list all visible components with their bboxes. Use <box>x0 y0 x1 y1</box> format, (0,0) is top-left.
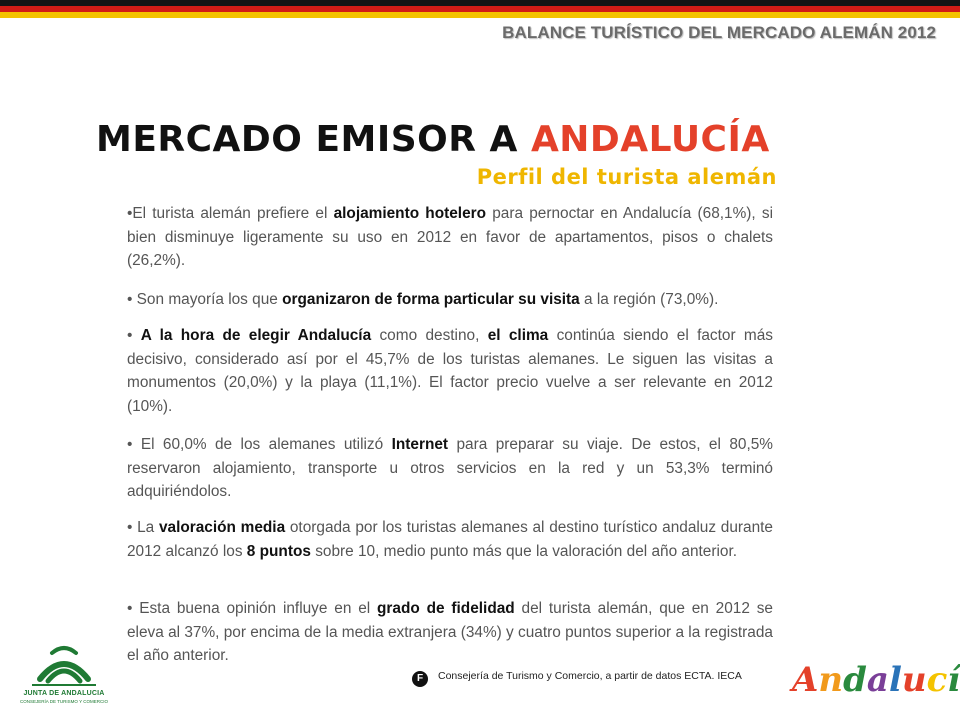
paragraph-text: otorgada por los turistas alemanes al destino turístico andaluz durante 2012 alcanzó los <box>127 519 773 560</box>
paragraph-rating <box>127 516 773 563</box>
paragraph-highlight: valoración media <box>158 519 286 536</box>
paragraph-highlight: A la hora de elegir Andalucía <box>140 327 372 344</box>
paragraph-text: • La <box>127 519 159 536</box>
flag-stripe-gold <box>0 12 960 18</box>
paragraph-highlight: alojamiento hotelero <box>333 205 487 222</box>
paragraph-text: sobre 10, medio punto más que la valoración del año anterior. <box>310 542 738 560</box>
andalucia-wordmark-text: Andalucí <box>792 660 960 700</box>
paragraph-destination-choice <box>127 324 773 418</box>
paragraph-organization <box>127 288 773 312</box>
paragraph-text: • Esta buena opinión influye en el <box>127 600 378 617</box>
andalucia-wordmark <box>790 655 960 703</box>
paragraph-text: como destino, <box>371 327 488 344</box>
slide-subtitle: Perfil del turista alemán <box>476 165 777 189</box>
junta-name: JUNTA DE ANDALUCIA <box>23 690 105 697</box>
paragraph-text: del turista alemán, que en 2012 se eleva al 37%, por encima de la media extranjera (34%) y cuatro puntos superior a la registrada el año anterior. <box>127 600 773 664</box>
paragraph-highlight: organizaron de forma particular su visita <box>282 291 580 308</box>
paragraph-highlight: Internet <box>391 436 449 453</box>
paragraph-text: para preparar su viaje. De estos, el 80,5% reservaron alojamiento, transporte u otros servicios en la red y un 53,3% terminó adquiriéndolos. <box>127 436 773 500</box>
paragraph-internet <box>127 433 773 504</box>
paragraph-text: para pernoctar en Andalucía (68,1%), si bien disminuye ligeramente su uso en 2012 en favor de apartamentos, pisos o chalets (26,2%). <box>127 205 774 269</box>
junta-department: CONSEJERÍA DE TURISMO Y COMERCIO <box>19 699 109 704</box>
paragraph-accommodation <box>127 202 773 273</box>
slide-title <box>96 119 770 160</box>
flag-stripe-bar <box>0 0 960 18</box>
paragraph-text: • <box>127 327 141 344</box>
paragraph-text: continúa siendo el factor más decisivo, considerado así por el 45,7% de los turistas alemanes. Le siguen las visitas a monumentos (20,0%) y la playa (11,1%). El factor precio vuelve a ser relevante en 2012 (10%). <box>127 327 773 415</box>
paragraph-text: •El turista alemán prefiere el <box>127 205 334 222</box>
junta-emblem-icon <box>18 645 110 691</box>
slide-title-main: MERCADO EMISOR A <box>96 119 531 160</box>
paragraph-highlight: el clima <box>487 327 549 344</box>
paragraph-highlight: grado de fidelidad <box>377 600 515 617</box>
source-caption: Consejería de Turismo y Comercio, a partir de datos ECTA. IECA <box>438 670 742 682</box>
paragraph-text: • El 60,0% de los alemanes utilizó <box>127 436 392 453</box>
paragraph-text: a la región (73,0%). <box>579 291 719 308</box>
source-f-icon: F <box>412 671 428 687</box>
slide-title-accent: ANDALUCÍA <box>530 119 770 160</box>
paragraph-text: • Son mayoría los que <box>127 291 283 308</box>
junta-andalucia-logo <box>18 645 110 707</box>
paragraph-loyalty <box>127 597 773 668</box>
andalucia-logo-icon <box>790 655 960 703</box>
paragraph-highlight: 8 puntos <box>246 542 311 560</box>
report-header-title: BALANCE TURÍSTICO DEL MERCADO ALEMÁN 2012 <box>502 23 936 42</box>
